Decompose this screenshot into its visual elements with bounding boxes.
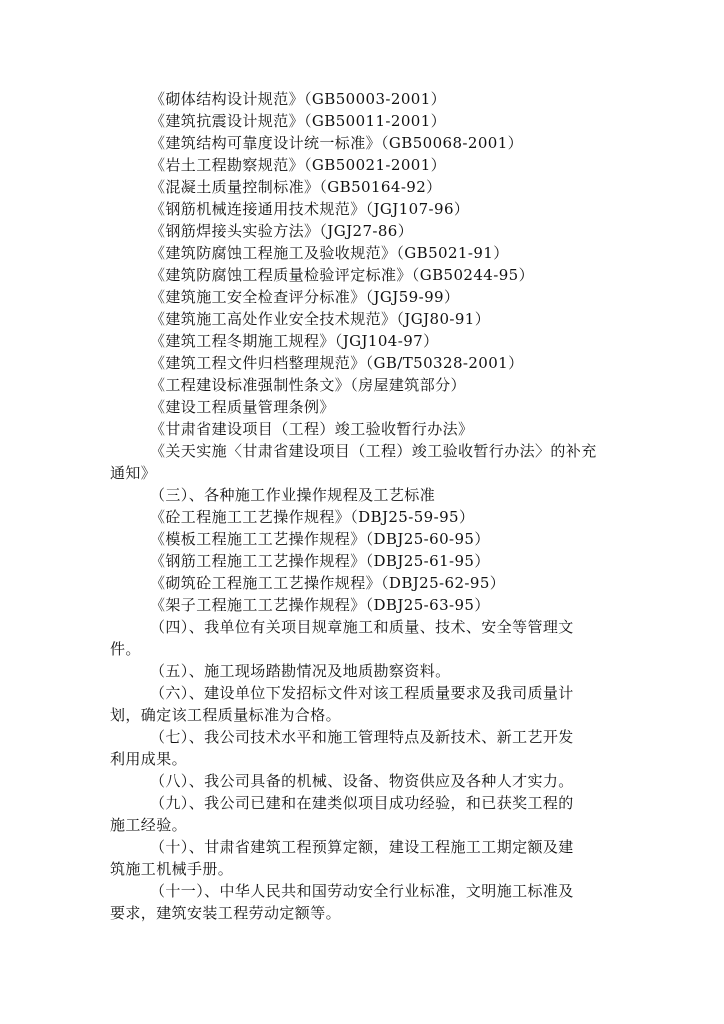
text-line: 《岩土工程勘察规范》（GB50021-2001） [150,156,447,174]
text-line: 《钢筋工程施工工艺操作规程》（DBJ25-61-95） [150,552,490,570]
text-line: （三）、各种施工作业操作规程及工艺标准 [150,486,436,504]
text-line: 《建筑工程冬期施工规程》（JGJ104-97） [150,332,439,350]
text-line: 《建筑施工安全检查评分标准》（JGJ59-99） [150,288,460,306]
text-line: （八）、我公司具备的机械、设备、物资供应及各种人才实力。 [150,772,574,790]
text-line: 要求，建筑安装工程劳动定额等。 [110,904,342,922]
text-line: 件。 [110,640,141,658]
text-line: 《建筑防腐蚀工程质量检验评定标准》（GB50244-95） [150,266,534,284]
text-line: 《甘肃省建设项目（工程）竣工验收暂行办法》 [150,420,474,438]
text-line: 《模板工程施工工艺操作规程》（DBJ25-60-95） [150,530,490,548]
text-line: 《砼工程施工工艺操作规程》（DBJ25-59-95） [150,508,475,526]
text-line: 《混凝土质量控制标准》（GB50164-92） [150,178,442,196]
text-line: 筑施工机械手册。 [110,860,234,878]
text-line: 《建设工程质量管理条例》 [150,398,335,416]
text-line: 《砌筑砼工程施工工艺操作规程》（DBJ25-62-95） [150,574,506,592]
text-line: （四）、我单位有关项目规章施工和质量、技术、安全等管理文 [150,618,574,636]
text-line: 《工程建设标准强制性条文》（房屋建筑部分） [150,376,466,394]
text-line: 通知》 [110,464,157,482]
text-line: （十）、甘肃省建筑工程预算定额，建设工程施工工期定额及建 [150,838,574,856]
text-line: 《钢筋机械连接通用技术规范》（JGJ107-96） [150,200,470,218]
text-line: 《砌体结构设计规范》（GB50003-2001） [150,90,447,108]
text-line: （九）、我公司已建和在建类似项目成功经验，和已获奖工程的 [150,794,574,812]
text-line: 《建筑防腐蚀工程施工及验收规范》（GB5021-91） [150,244,509,262]
text-line: （五）、施工现场踏勘情况及地质勘察资料。 [150,662,451,680]
text-line: （六）、建设单位下发招标文件对该工程质量要求及我司质量计 [150,684,574,702]
text-line: 《架子工程施工工艺操作规程》（DBJ25-63-95） [150,596,490,614]
text-line: 《建筑结构可靠度设计统一标准》（GB50068-2001） [150,134,524,152]
text-line: 利用成果。 [110,750,188,768]
text-line: 《关天实施〈甘肃省建设项目（工程）竣工验收暂行办法〉的补充 [150,442,597,460]
text-line: （七）、我公司技术水平和施工管理特点及新技术、新工艺开发 [150,728,574,746]
text-line: 划，确定该工程质量标准为合格。 [110,706,342,724]
text-line: 《建筑工程文件归档整理规范》（GB/T50328-2001） [150,354,524,372]
text-line: 《钢筋焊接头实验方法》（JGJ27-86） [150,222,414,240]
text-line: 施工经验。 [110,816,188,834]
text-line: 《建筑抗震设计规范》（GB50011-2001） [150,112,447,130]
document-body [110,88,640,924]
text-line: 《建筑施工高处作业安全技术规范》（JGJ80-91） [150,310,491,328]
text-line: （十一）、中华人民共和国劳动安全行业标准，文明施工标准及 [150,882,574,900]
